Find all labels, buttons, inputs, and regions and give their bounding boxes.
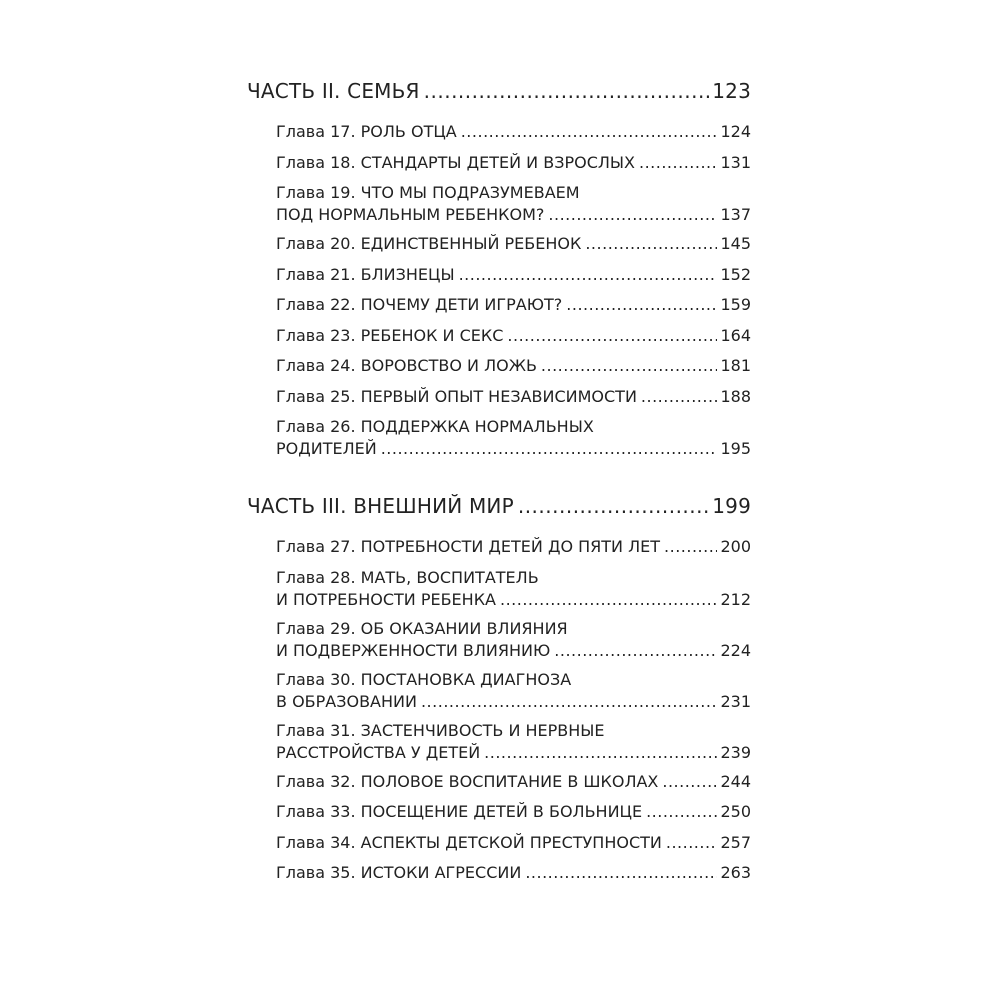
- chapter-entry[interactable]: [276, 416, 751, 460]
- chapter-page-number: 195: [720, 439, 751, 458]
- dot-leader: [381, 438, 718, 460]
- chapter-row: [276, 233, 751, 255]
- part-page-number: 199: [712, 494, 751, 518]
- chapter-page-number: 152: [720, 264, 751, 284]
- chapter-title: Глава 27. ПОТРЕБНОСТИ ДЕТЕЙ ДО ПЯТИ ЛЕТ: [276, 537, 661, 556]
- chapter-entry[interactable]: [276, 536, 751, 558]
- chapter-title-line: Глава 28. МАТЬ, ВОСПИТАТЕЛЬ: [276, 567, 539, 587]
- dot-leader: [566, 294, 717, 316]
- chapter-page-number: 164: [720, 325, 751, 345]
- chapter-row: [276, 264, 751, 286]
- dot-leader: [639, 152, 717, 174]
- chapter-entry[interactable]: [276, 264, 751, 286]
- chapter-title: Глава 34. АСПЕКТЫ ДЕТСКОЙ ПРЕСТУПНОСТИ: [276, 832, 662, 852]
- chapter-entry[interactable]: [276, 355, 751, 377]
- chapter-entry[interactable]: [276, 152, 751, 174]
- dot-leader: [421, 691, 717, 713]
- dot-leader: [664, 536, 717, 558]
- dot-leader: [666, 832, 718, 854]
- dot-leader: [662, 771, 717, 793]
- chapter-entry[interactable]: [276, 720, 751, 764]
- chapter-row: [276, 152, 751, 174]
- chapter-row: [276, 386, 751, 408]
- chapter-entry[interactable]: [276, 182, 751, 226]
- dot-leader: [461, 121, 718, 143]
- chapter-row: [276, 589, 751, 611]
- chapter-row: [276, 801, 751, 823]
- chapter-row: [276, 325, 751, 347]
- chapter-page-number: 239: [720, 742, 751, 762]
- chapter-entry[interactable]: [276, 567, 751, 611]
- dot-leader: [507, 325, 717, 347]
- chapter-page-number: 263: [720, 863, 751, 882]
- chapter-title: Глава 24. ВОРОВСТВО И ЛОЖЬ: [276, 356, 537, 375]
- chapter-entry[interactable]: [276, 294, 751, 316]
- chapter-title-line: Глава 30. ПОСТАНОВКА ДИАГНОЗА: [276, 669, 572, 689]
- chapter-entry[interactable]: [276, 233, 751, 255]
- chapter-page-number: 257: [720, 832, 751, 852]
- chapter-row: [276, 438, 751, 460]
- chapter-page-number: 224: [720, 640, 751, 660]
- chapter-row: [276, 121, 751, 143]
- dot-leader: [500, 589, 717, 611]
- chapter-title: Глава 17. РОЛЬ ОТЦА: [276, 122, 457, 141]
- chapter-page-number: 244: [720, 771, 751, 791]
- chapter-page-number: 212: [720, 589, 751, 609]
- chapter-title: Глава 22. ПОЧЕМУ ДЕТИ ИГРАЮТ?: [276, 295, 563, 314]
- chapter-title: Глава 32. ПОЛОВОЕ ВОСПИТАНИЕ В ШКОЛАХ: [276, 771, 659, 791]
- dot-leader: [459, 264, 718, 286]
- chapter-entry[interactable]: [276, 669, 751, 713]
- chapter-page-number: 181: [720, 356, 751, 375]
- part-page-number: 123: [712, 79, 751, 103]
- chapter-entry[interactable]: [276, 325, 751, 347]
- chapter-title: Глава 35. ИСТОКИ АГРЕССИИ: [276, 863, 522, 882]
- chapter-title-line: Глава 29. ОБ ОКАЗАНИИ ВЛИЯНИЯ: [276, 618, 568, 638]
- chapter-title: РАССТРОЙСТВА У ДЕТЕЙ: [276, 742, 481, 762]
- chapter-entry[interactable]: [276, 862, 751, 884]
- dot-leader: [518, 494, 709, 518]
- dot-leader: [646, 801, 717, 823]
- chapter-row: [276, 862, 751, 884]
- part-heading[interactable]: [247, 79, 751, 103]
- chapter-row: [276, 204, 751, 226]
- part-title: ЧАСТЬ III. ВНЕШНИЙ МИР: [247, 494, 514, 518]
- chapter-title: ПОД НОРМАЛЬНЫМ РЕБЕНКОМ?: [276, 205, 545, 224]
- chapter-page-number: 200: [720, 537, 751, 556]
- chapter-entry[interactable]: [276, 801, 751, 823]
- chapter-page-number: 145: [720, 234, 751, 253]
- chapter-row: [276, 742, 751, 764]
- chapter-row: [276, 294, 751, 316]
- chapter-row: [276, 691, 751, 713]
- chapter-title: РОДИТЕЛЕЙ: [276, 439, 377, 458]
- chapter-page-number: 159: [720, 295, 751, 314]
- chapter-title-line: Глава 31. ЗАСТЕНЧИВОСТЬ И НЕРВНЫЕ: [276, 720, 605, 740]
- chapter-row: [276, 355, 751, 377]
- chapter-title-line: Глава 26. ПОДДЕРЖКА НОРМАЛЬНЫХ: [276, 417, 594, 436]
- chapter-page-number: 188: [720, 386, 751, 406]
- dot-leader: [548, 204, 717, 226]
- chapter-page-number: 131: [720, 152, 751, 172]
- chapter-title: Глава 20. ЕДИНСТВЕННЫЙ РЕБЕНОК: [276, 234, 582, 253]
- chapter-title-line: Глава 19. ЧТО МЫ ПОДРАЗУМЕВАЕМ: [276, 183, 580, 202]
- part-heading[interactable]: [247, 494, 751, 518]
- chapter-page-number: 137: [720, 205, 751, 224]
- chapter-entry[interactable]: [276, 832, 751, 854]
- chapter-row: [276, 832, 751, 854]
- chapter-title: Глава 18. СТАНДАРТЫ ДЕТЕЙ И ВЗРОСЛЫХ: [276, 152, 635, 172]
- chapter-row: [276, 771, 751, 793]
- chapter-entry[interactable]: [276, 771, 751, 793]
- dot-leader: [585, 233, 717, 255]
- chapter-title: И ПОДВЕРЖЕННОСТИ ВЛИЯНИЮ: [276, 640, 551, 660]
- dot-leader: [424, 79, 710, 103]
- chapter-entry[interactable]: [276, 618, 751, 662]
- chapter-title: В ОБРАЗОВАНИИ: [276, 691, 417, 711]
- chapter-row: [276, 640, 751, 662]
- chapter-page-number: 250: [720, 802, 751, 821]
- chapter-title: Глава 23. РЕБЕНОК И СЕКС: [276, 325, 504, 345]
- dot-leader: [641, 386, 718, 408]
- chapter-row: [276, 536, 751, 558]
- chapter-title: Глава 21. БЛИЗНЕЦЫ: [276, 264, 455, 284]
- chapter-page-number: 231: [720, 691, 751, 711]
- chapter-entry[interactable]: [276, 121, 751, 143]
- part-title: ЧАСТЬ II. СЕМЬЯ: [247, 79, 420, 103]
- dot-leader: [525, 862, 717, 884]
- chapter-page-number: 124: [720, 122, 751, 141]
- chapter-title: Глава 33. ПОСЕЩЕНИЕ ДЕТЕЙ В БОЛЬНИЦЕ: [276, 802, 643, 821]
- chapter-entry[interactable]: [276, 386, 751, 408]
- chapter-title: И ПОТРЕБНОСТИ РЕБЕНКА: [276, 589, 496, 609]
- dot-leader: [541, 355, 718, 377]
- dot-leader: [554, 640, 717, 662]
- dot-leader: [484, 742, 717, 764]
- chapter-title: Глава 25. ПЕРВЫЙ ОПЫТ НЕЗАВИСИМОСТИ: [276, 386, 637, 406]
